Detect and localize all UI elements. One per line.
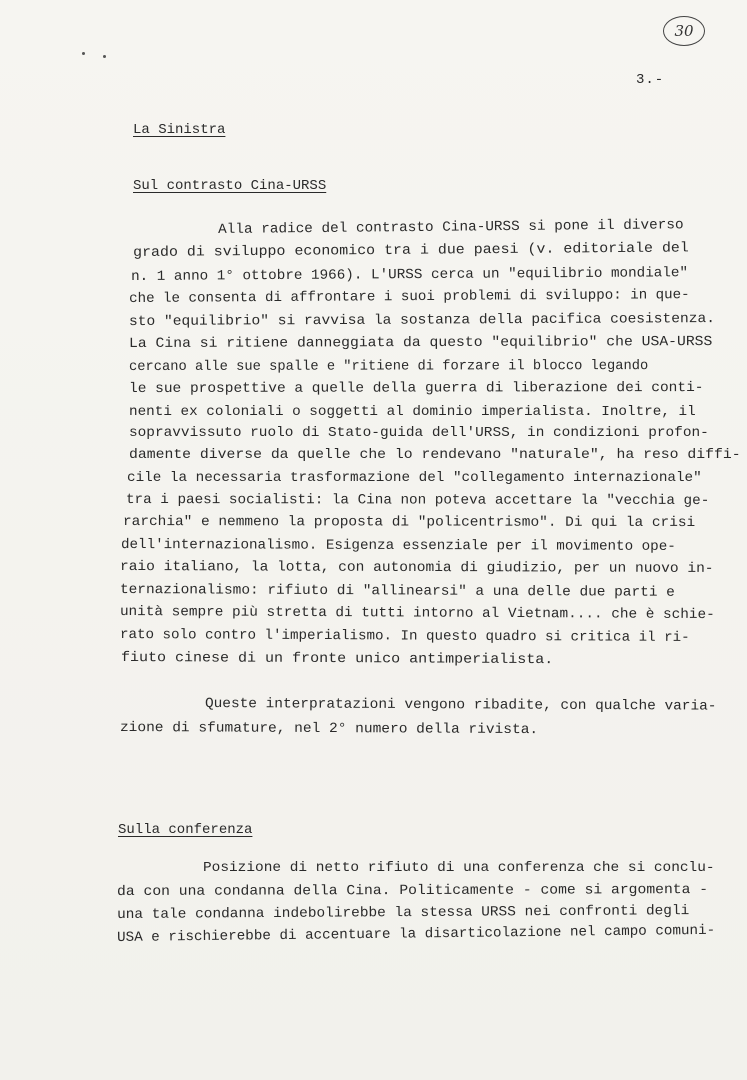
text-line: le sue prospettive a quelle della guerra di liberazione dei conti- [129,380,704,397]
text-line: raio italiano, la lotta, con autonomia di giudizio, per un nuovo in- [119,559,714,577]
text-line: nenti ex coloniali o soggetti al dominio imperialista. Inoltre, il [129,404,696,420]
text-line: La Cina si ritiene danneggiata da questo "equilibrio" che USA-URSS [129,334,713,352]
text-line: Posizione di netto rifiuto di una conferenza che si conclu- [203,860,715,876]
text-line: sopravvissuto ruolo di Stato-guida dell'URSS, in condizioni profon- [129,425,709,441]
text-line: rato solo contro l'imperialismo. In questo quadro si critica il ri- [119,627,690,646]
text-line: zione di sfumature, nel 2° numero della rivista. [119,720,539,739]
text-line: unità sempre più stretta di tutti intorno al Vietnam.... che è schie- [119,604,715,624]
text-line: una tale condanna indebolirebbe la stessa URSS nei confronti degli [117,903,690,923]
text-line: grado di sviluppo economico tra i due paesi (v. editoriale del [133,240,689,261]
text-line: sto "equilibrio" si ravvisa la sostanza della pacifica coesistenza. [129,311,716,330]
text-line: dell'internazionalismo. Esigenza essenziale per il movimento ope- [120,537,676,555]
text-line: rarchia" e nemmeno la proposta di "policentrismo". Di qui la crisi [122,514,696,531]
text-line: da con una condanna della Cina. Politicamente - come si argomenta - [117,882,709,900]
page-number: 3.- [636,72,665,88]
text-line: tra i paesi socialisti: la Cina non poteva accettare la "vecchia ge- [125,492,710,509]
subsection-title-conferenza: Sulla conferenza [118,822,253,838]
text-line: USA e rischierebbe di accentuare la disarticolazione nel campo comuni- [117,922,716,946]
section-title: La Sinistra [133,122,226,138]
speck-mark [82,52,85,55]
text-line: che le consenta di affrontare i suoi problemi di sviluppo: in que- [129,287,690,307]
text-line: Queste interpratazioni vengono ribadite, con qualche varia- [204,696,717,715]
text-line: cercano alle sue spalle e "ritiene di forzare il blocco legando [129,358,649,375]
text-line: cile la necessaria trasformazione del "collegamento internazionale" [127,470,702,486]
text-line: fiuto cinese di un fronte unico antimperialista. [120,650,554,669]
speck-mark [103,55,106,58]
text-line: damente diverse da quelle che lo rendevano "naturale", ha reso diffi- [129,447,741,463]
text-line: n. 1 anno 1° ottobre 1966). L'URSS cerca un "equilibrio mondiale" [131,265,689,285]
page-stamp: 30 [663,16,705,46]
text-line: Alla radice del contrasto Cina-URSS si pone il diverso [218,217,684,238]
subsection-title-contrasto: Sul contrasto Cina-URSS [133,178,327,194]
text-line: ternazionalismo: rifiuto di "allinearsi" a una delle due parti e [119,582,675,601]
